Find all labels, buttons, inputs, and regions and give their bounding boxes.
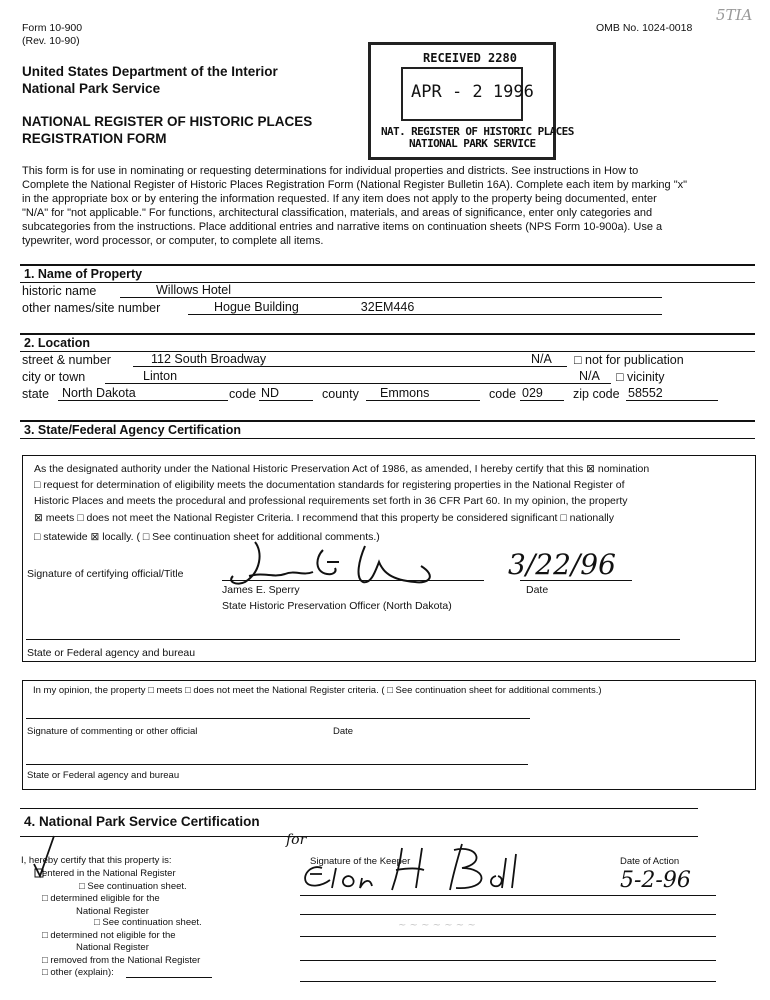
state-code-value: ND: [261, 386, 280, 400]
opt-not-eligible[interactable]: □ determined not eligible for the: [42, 930, 176, 941]
omb-number: OMB No. 1024-0018: [596, 22, 693, 34]
cert-line3: Historic Places and meets the procedural and professional requirements set forth in 36 CFR Part 60. In my opinion, the property: [34, 495, 628, 507]
keeper-line-2: [300, 914, 716, 915]
stamp-date-box: [401, 67, 534, 121]
instructions-line1: This form is for use in nominating or requesting determinations for individual properties and districts. See instructions in How to: [22, 165, 639, 177]
county-value: Emmons: [380, 386, 430, 400]
county-code-label: code: [489, 387, 517, 401]
opt-eligible-b: National Register: [76, 906, 149, 917]
site-number-value: 32EM446: [360, 300, 415, 314]
date-line: [520, 580, 632, 581]
other-names-field[interactable]: [188, 300, 662, 315]
cert-line2: □ request for determination of eligibility meets the documentation standards for registering properties in the National Register of: [34, 479, 625, 491]
section-divider: [20, 333, 755, 335]
received-stamp: [368, 42, 574, 160]
state-value: North Dakota: [62, 386, 136, 400]
department-name: United States Department of the Interior: [22, 64, 278, 79]
county-field[interactable]: [366, 386, 480, 401]
instructions-line4: "N/A" for "not applicable." For functions, architectural classification, materials, and areas of significance, enter only categories and: [22, 207, 653, 219]
cert-line4: ⊠ meets □ does not meet the National Register Criteria. I recommend that this property be considered significant □ nationally: [34, 512, 615, 524]
section1-heading: 1. Name of Property: [24, 267, 143, 281]
agency-line: [26, 639, 680, 640]
state-code-field[interactable]: [259, 386, 313, 401]
certifying-signature-label: Signature of certifying official/Title: [27, 568, 184, 580]
other-explain-line: [126, 977, 212, 978]
comment-signature-label: Signature of commenting or other official: [27, 726, 198, 737]
zip-label: zip code: [573, 387, 620, 401]
state-label: state: [22, 387, 50, 401]
not-for-publication-checkbox[interactable]: □ not for publication: [574, 353, 684, 367]
stamp-received: RECEIVED 2280: [423, 51, 517, 65]
city-value: Linton: [143, 369, 178, 383]
opinion-line: In my opinion, the property □ meets □ does not meet the National Register criteria. ( □ See continuation sheet for additional comments.): [33, 685, 602, 696]
comment-signature-line: [26, 718, 530, 719]
zip-value: 58552: [628, 386, 663, 400]
opt-eligible-cont[interactable]: □ See continuation sheet.: [94, 917, 202, 928]
instructions-line2: Complete the National Register of Historic Places Registration Form (National Register Bulletin 16A). Complete each item by marking "x": [22, 179, 688, 191]
vicinity-checkbox[interactable]: □ vicinity: [616, 370, 665, 384]
keeper-line-3: [300, 936, 716, 937]
historic-name-value: Willows Hotel: [156, 283, 232, 297]
instructions-line6: typewriter, word processor, or computer, to complete all items.: [22, 235, 324, 247]
county-label: county: [322, 387, 359, 401]
instructions-line3: in the appropriate box or by entering the information requested. If any item does not apply to the property being documented, enter: [22, 193, 657, 205]
opt-not-eligible-b: National Register: [76, 942, 149, 953]
city-na: N/A: [579, 369, 600, 383]
section4-heading: 4. National Park Service Certification: [24, 814, 260, 829]
opt-eligible[interactable]: □ determined eligible for the: [42, 893, 160, 904]
certifying-date-label: Date: [526, 584, 549, 596]
keeper-line-5: [300, 981, 716, 982]
form-number: Form 10-900: [22, 22, 83, 34]
keeper-signature-label: Signature of the Keeper: [310, 856, 411, 867]
city-label: city or town: [22, 370, 86, 384]
section-divider: [20, 264, 755, 266]
section-rule: [20, 438, 755, 439]
keeper-line-1: [300, 895, 716, 896]
section2-heading: 2. Location: [24, 336, 90, 350]
agency-label: State or Federal agency and bureau: [27, 647, 196, 659]
street-field[interactable]: [133, 352, 567, 367]
opt-entered[interactable]: entered in the National Register: [42, 868, 176, 879]
county-code-value: 029: [522, 386, 543, 400]
other-names-label: other names/site number: [22, 301, 161, 315]
for-mark: for: [286, 832, 307, 848]
historic-name-label: historic name: [22, 284, 97, 298]
handwritten-signature-keeper: [292, 834, 532, 896]
comment-agency-label: State or Federal agency and bureau: [27, 770, 180, 781]
corner-mark: 5TIA: [716, 6, 753, 24]
form-title-line1: NATIONAL REGISTER OF HISTORIC PLACES: [22, 114, 313, 129]
stamp-line2: NATIONAL PARK SERVICE: [409, 137, 536, 150]
street-na: N/A: [531, 352, 552, 366]
agency-name: National Park Service: [22, 81, 161, 96]
certify-label: I, hereby certify that this property is:: [21, 855, 172, 866]
instructions-line5: subcategories from the instructions. Place additional entries and narrative items on continuation sheets (NPS Form 10-900a). Use a: [22, 221, 663, 233]
certifying-date-value: 3/22/96: [508, 548, 616, 581]
stamp-date: APR - 2 1996: [411, 82, 534, 102]
faint-signature-mark: ~ ~ ~ ~ ~ ~ ~: [398, 920, 476, 931]
opt-other[interactable]: □ other (explain):: [42, 967, 114, 978]
stamp-line1: NAT. REGISTER OF HISTORIC PLACES: [381, 125, 574, 138]
check-mark-icon: [28, 834, 58, 882]
other-names-value: Hogue Building: [214, 300, 299, 314]
signer-title: State Historic Preservation Officer (North Dakota): [222, 600, 452, 612]
opt-removed[interactable]: □ removed from the National Register: [42, 955, 201, 966]
county-code-field[interactable]: [520, 386, 564, 401]
section3-heading: 3. State/Federal Agency Certification: [24, 423, 241, 437]
city-field[interactable]: [105, 369, 611, 384]
date-of-action-value: 5-2-96: [620, 868, 691, 893]
section-rule: [20, 808, 698, 809]
comment-agency-line: [26, 764, 528, 765]
signer-name: James E. Sperry: [222, 584, 300, 596]
comment-date-label: Date: [333, 726, 354, 737]
street-value: 112 South Broadway: [151, 352, 267, 366]
section-divider: [20, 420, 755, 422]
state-field[interactable]: [58, 386, 228, 401]
date-of-action-label: Date of Action: [620, 856, 680, 867]
historic-name-field[interactable]: [120, 283, 662, 298]
cert-line1: As the designated authority under the National Historic Preservation Act of 1986, as amended, I hereby certify that this ⊠ nomination: [34, 463, 650, 475]
keeper-line-4: [300, 960, 716, 961]
opt-entered-cont[interactable]: □ See continuation sheet.: [79, 881, 187, 892]
cert-line5: □ statewide ⊠ locally. ( □ See continuation sheet for additional comments.): [34, 531, 380, 543]
zip-field[interactable]: [626, 386, 718, 401]
form-revision: (Rev. 10-90): [22, 35, 80, 47]
street-label: street & number: [22, 353, 111, 367]
form-title-line2: REGISTRATION FORM: [22, 131, 167, 146]
state-code-label: code: [229, 387, 257, 401]
